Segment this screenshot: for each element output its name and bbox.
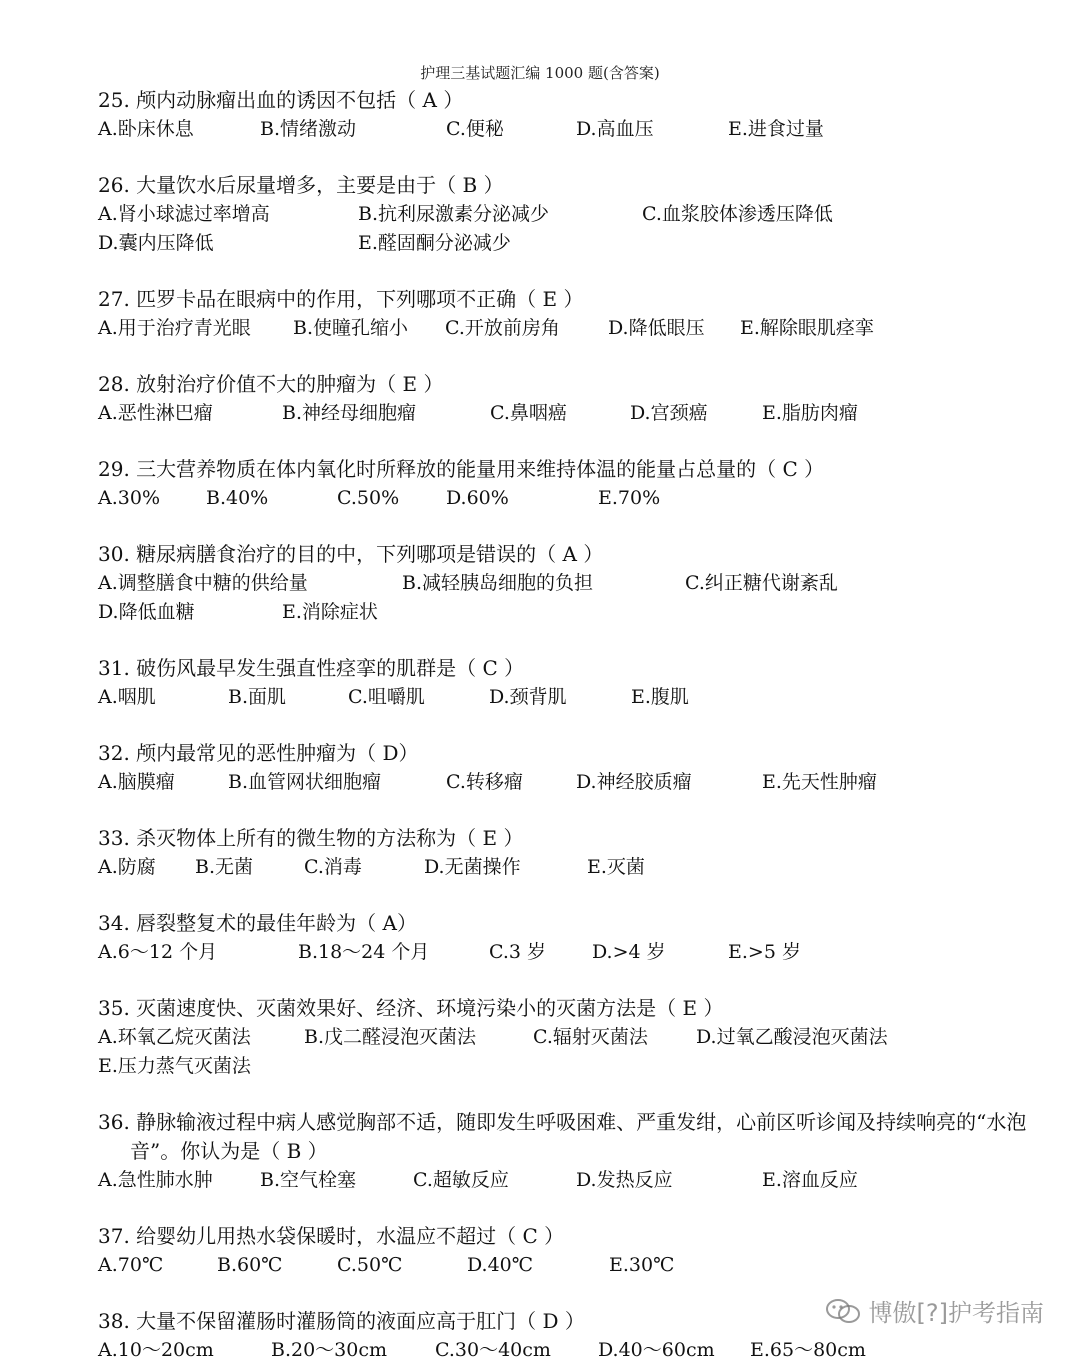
option: E.70%	[598, 487, 661, 509]
option: C.50%	[337, 487, 400, 509]
options-row	[98, 683, 1028, 712]
option: A.咽肌	[98, 686, 156, 708]
option: A.70℃	[98, 1254, 164, 1276]
options-row	[98, 1336, 1028, 1365]
question-25	[98, 86, 1028, 144]
question-list	[98, 86, 1028, 1365]
option: C.开放前房角	[445, 317, 560, 339]
option: C.便秘	[446, 118, 504, 140]
option: C.50℃	[337, 1254, 403, 1276]
spacer	[98, 343, 1028, 370]
option: E.腹肌	[631, 686, 689, 708]
question-stem: 27. 匹罗卡品在眼病中的作用，下列哪项不正确（ E ）	[98, 287, 584, 311]
question-stem: 29. 三大营养物质在体内氧化时所释放的能量用来维持体温的能量占总量的（ C ）	[98, 457, 825, 481]
option: C.辐射灭菌法	[533, 1026, 648, 1048]
option: D.降低血糖	[98, 601, 195, 623]
question-32	[98, 739, 1028, 797]
option: E.消除症状	[282, 601, 378, 623]
options-row	[98, 569, 1028, 598]
option: C.消毒	[304, 856, 362, 878]
option: A.30%	[98, 487, 160, 509]
spacer	[98, 882, 1028, 909]
option: D.囊内压降低	[98, 232, 214, 254]
option: B.18～24 个月	[298, 941, 430, 963]
option: C.血浆胶体渗透压降低	[642, 203, 833, 225]
option: B.使瞳孔缩小	[293, 317, 409, 339]
option: D.60%	[446, 487, 509, 509]
option: D.40℃	[467, 1254, 534, 1276]
question-26	[98, 171, 1028, 258]
question-stem: 36. 静脉输液过程中病人感觉胸部不适，随即发生呼吸困难、严重发绀，心前区听诊闻及持续响亮的“水泡音”。你认为是（ B ）	[98, 1110, 1027, 1163]
spacer	[98, 967, 1028, 994]
option: A.环氧乙烷灭菌法	[98, 1026, 251, 1048]
question-stem: 35. 灭菌速度快、灭菌效果好、经济、环境污染小的灭菌方法是（ E ）	[98, 996, 724, 1020]
option: A.6～12 个月	[98, 941, 218, 963]
options-row	[98, 598, 1028, 627]
options-row	[98, 1166, 1028, 1195]
option: D.无菌操作	[424, 856, 521, 878]
option: C.30～40cm	[435, 1339, 551, 1361]
option: E.65～80cm	[750, 1339, 866, 1361]
options-row	[98, 484, 1028, 513]
question-33	[98, 824, 1028, 882]
option: C.纠正糖代谢紊乱	[685, 572, 838, 594]
question-27	[98, 285, 1028, 343]
options-row	[98, 399, 1028, 428]
spacer	[98, 144, 1028, 171]
options-row	[98, 314, 1028, 343]
question-stem: 37. 给婴幼儿用热水袋保暖时，水温应不超过（ C ）	[98, 1224, 565, 1248]
option: E.解除眼肌痉挛	[740, 317, 874, 339]
question-stem: 28. 放射治疗价值不大的肿瘤为（ E ）	[98, 372, 444, 396]
option: E.溶血反应	[762, 1169, 858, 1191]
question-35	[98, 994, 1028, 1081]
option: B.血管网状细胞瘤	[228, 771, 382, 793]
option: A.用于治疗青光眼	[98, 317, 251, 339]
option: A.防腐	[98, 856, 156, 878]
spacer	[98, 428, 1028, 455]
question-stem: 26. 大量饮水后尿量增多，主要是由于（ B ）	[98, 173, 504, 197]
option: C.转移瘤	[446, 771, 523, 793]
option: B.面肌	[228, 686, 287, 708]
page-header: 护理三基试题汇编 1000 题(含答案)	[420, 64, 660, 82]
options-row	[98, 938, 1028, 967]
option: E.先天性肿瘤	[762, 771, 877, 793]
question-34	[98, 909, 1028, 967]
question-stem: 38. 大量不保留灌肠时灌肠筒的液面应高于肛门（ D ）	[98, 1309, 585, 1333]
question-stem: 34. 唇裂整复术的最佳年龄为（ A）	[98, 911, 417, 935]
spacer	[98, 1081, 1028, 1108]
option: E.醛固酮分泌减少	[358, 232, 511, 254]
option: D.神经胶质瘤	[576, 771, 692, 793]
question-stem: 25. 颅内动脉瘤出血的诱因不包括（ A ）	[98, 88, 464, 112]
option: A.脑膜瘤	[98, 771, 175, 793]
option: B.情绪激动	[260, 118, 357, 140]
option: E.>5 岁	[728, 941, 801, 963]
question-31	[98, 654, 1028, 712]
option: A.卧床休息	[98, 118, 194, 140]
question-29	[98, 455, 1028, 513]
watermark	[825, 1293, 1044, 1328]
question-30	[98, 540, 1028, 627]
option: B.40%	[206, 487, 269, 509]
option: B.空气栓塞	[260, 1169, 357, 1191]
options-row	[98, 1023, 1028, 1052]
option: D.降低眼压	[608, 317, 705, 339]
options-row	[98, 1052, 1028, 1081]
option: D.高血压	[576, 118, 654, 140]
option: C.鼻咽癌	[490, 402, 567, 424]
options-row	[98, 768, 1028, 797]
option: A.调整膳食中糖的供给量	[98, 572, 308, 594]
option: D.40～60cm	[598, 1339, 715, 1361]
option: B.60℃	[217, 1254, 283, 1276]
spacer	[98, 513, 1028, 540]
options-row	[98, 115, 1028, 144]
option: A.肾小球滤过率增高	[98, 203, 270, 225]
wechat-icon	[825, 1297, 861, 1325]
spacer	[98, 627, 1028, 654]
watermark-text: 博傲[?]护考指南	[868, 1299, 1044, 1327]
options-row	[98, 1251, 1028, 1280]
spacer	[98, 797, 1028, 824]
option: E.压力蒸气灭菌法	[98, 1055, 251, 1077]
option: B.减轻胰岛细胞的负担	[402, 572, 594, 594]
question-37	[98, 1222, 1028, 1280]
spacer	[98, 1195, 1028, 1222]
option: B.神经母细胞瘤	[282, 402, 417, 424]
option: E.灭菌	[587, 856, 645, 878]
option: C.超敏反应	[413, 1169, 509, 1191]
option: C.3 岁	[489, 941, 547, 963]
options-row	[98, 200, 1028, 229]
question-stem: 30. 糖尿病膳食治疗的目的中，下列哪项是错误的（ A ）	[98, 542, 604, 566]
option: A.急性肺水肿	[98, 1169, 213, 1191]
question-28	[98, 370, 1028, 428]
spacer	[98, 258, 1028, 285]
option: D.颈背肌	[489, 686, 567, 708]
question-36	[98, 1108, 1028, 1195]
option: D.>4 岁	[592, 941, 666, 963]
spacer	[98, 712, 1028, 739]
option: D.宫颈癌	[630, 402, 708, 424]
option: C.咀嚼肌	[348, 686, 425, 708]
option: D.过氧乙酸浸泡灭菌法	[696, 1026, 888, 1048]
option: D.发热反应	[576, 1169, 673, 1191]
option: B.无菌	[195, 856, 254, 878]
option: E.30℃	[609, 1254, 675, 1276]
option: A.恶性淋巴瘤	[98, 402, 213, 424]
question-stem: 33. 杀灭物体上所有的微生物的方法称为（ E ）	[98, 826, 524, 850]
question-stem: 32. 颅内最常见的恶性肿瘤为（ D）	[98, 741, 419, 765]
options-row	[98, 853, 1028, 882]
option: A.10～20cm	[98, 1339, 214, 1361]
option: E.进食过量	[728, 118, 824, 140]
option: B.20～30cm	[271, 1339, 388, 1361]
option: B.抗利尿激素分泌减少	[358, 203, 550, 225]
options-row	[98, 229, 1028, 258]
option: E.脂肪肉瘤	[762, 402, 858, 424]
question-stem: 31. 破伤风最早发生强直性痉挛的肌群是（ C ）	[98, 656, 525, 680]
option: B.戊二醛浸泡灭菌法	[304, 1026, 477, 1048]
